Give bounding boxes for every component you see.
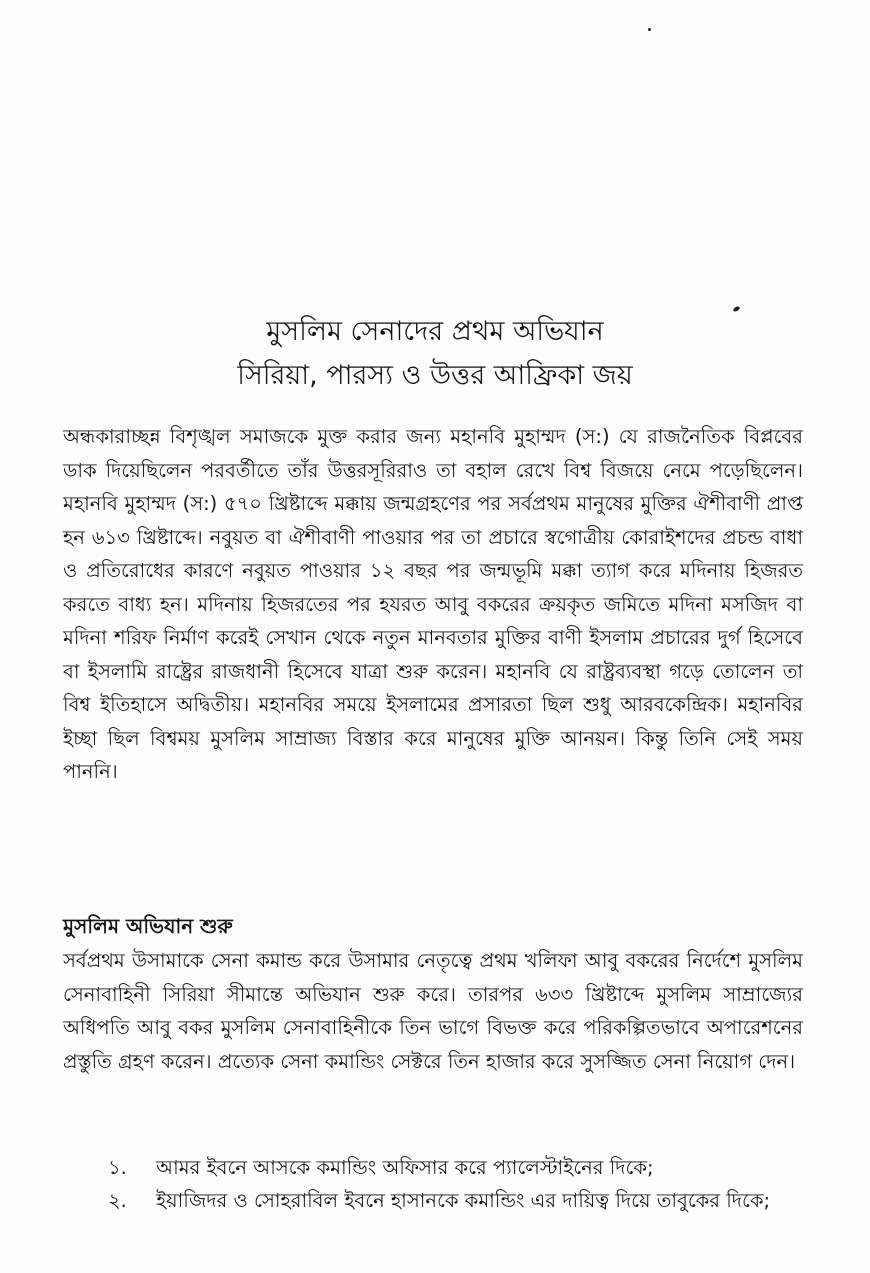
list-item-text: ইয়াজিদর ও সোহরাবিল ইবনে হাসানকে কমান্ডিং এর দায়িত্ব দিয়ে তাবুকের দিকে; [156, 1189, 771, 1212]
intro-paragraph: অন্ধকারাচ্ছন্ন বিশৃঙ্খল সমাজকে মুক্ত করার জন্য মহানবি মুহাম্মদ (স:) যে রাজনৈতিক বিপ্লবের ডাক দিয়েছিলেন পরবর্তীতে তাঁর উত্তরসূরিরাও তা বহাল রেখে বিশ্ব বিজয়ে নেমে পড়েছিলেন। মহানবি মুহাম্মদ (স:) ৫৭০ খ্রিষ্টাব্দে মক্কায় জন্মগ্রহণের পর সর্বপ্রথম মানুষের মুক্তির ঐশীবাণী প্রাপ্ত হন ৬১৩ খ্রিষ্টাব্দে। নবুয়ত বা ঐশীবাণী পাওয়ার পর তা প্রচারে স্বগোত্রীয় কোরাইশদের প্রচন্ড বাধা ও প্রতিরোধের কারণে নবুয়ত পাওয়ার ১২ বছর পর জন্মভূমি মক্কা ত্যাগ করে মদিনায় হিজরত করতে বাধ্য হন। মদিনায় হিজরতের পর হযরত আবু বকরের ক্রয়কৃত জমিতে মদিনা মসজিদ বা মদিনা শরিফ নির্মাণ করেই সেখান থেকে নতুন মানবতার মুক্তির বাণী ইসলাম প্রচারের দুর্গ হিসেবে বা ইসলামি রাষ্ট্রের রাজধানী হিসেবে যাত্রা শুরু করেন। মহানবি যে রাষ্ট্রব্যবস্থা গড়ে তোলেন তা বিশ্ব ইতিহাসে অদ্বিতীয়। মহানবির সময়ে ইসলামের প্রসারতা ছিল শুধু আরবকেন্দ্রিক। মহানবির ইচ্ছা ছিল বিশ্বময় মুসলিম সাম্রাজ্য বিস্তার করে মানুষের মুক্তি আনয়ন। কিন্তু তিনি সেই সময় পাননি। [63, 425, 803, 783]
chapter-title [0, 310, 870, 398]
list-item-text: আমর ইবনে আসকে কমান্ডিং অফিসার করে প্যালেস্টাইনের দিকে; [156, 1156, 654, 1179]
chapter-title-line-1: মুসলিম সেনাদের প্রথম অভিযান [266, 316, 604, 347]
list-item [108, 1184, 808, 1217]
section-heading: মুসলিম অভিযান শুরু [63, 914, 233, 938]
list-item-number: ২. [108, 1189, 127, 1212]
section-paragraph: সর্বপ্রথম উসামাকে সেনা কমান্ড করে উসামার নেতৃত্বে প্রথম খলিফা আবু বকরের নির্দেশে মুসলিম সেনাবাহিনী সিরিয়া সীমান্তে অভিযান শুরু করে। তারপর ৬৩৩ খ্রিষ্টাব্দে মুসলিম সাম্রাজ্যের অধিপতি আবু বকর মুসলিম সেনাবাহিনীকে তিন ভাগে বিভক্ত করে পরিকল্পিতভাবে অপারেশনের প্রস্তুতি গ্রহণ করেন। প্রত্যেক সেনা কমান্ডিং সেক্টরে তিন হাজার করে সুসজ্জিত সেনা নিয়োগ দেন। [63, 949, 803, 1073]
ink-speck [648, 28, 651, 31]
list-item [108, 1151, 808, 1184]
list-item-number: ১. [108, 1156, 127, 1179]
chapter-title-line-2: সিরিয়া, পারস্য ও উত্তর আফ্রিকা জয় [237, 360, 633, 391]
numbered-list [108, 1151, 808, 1217]
